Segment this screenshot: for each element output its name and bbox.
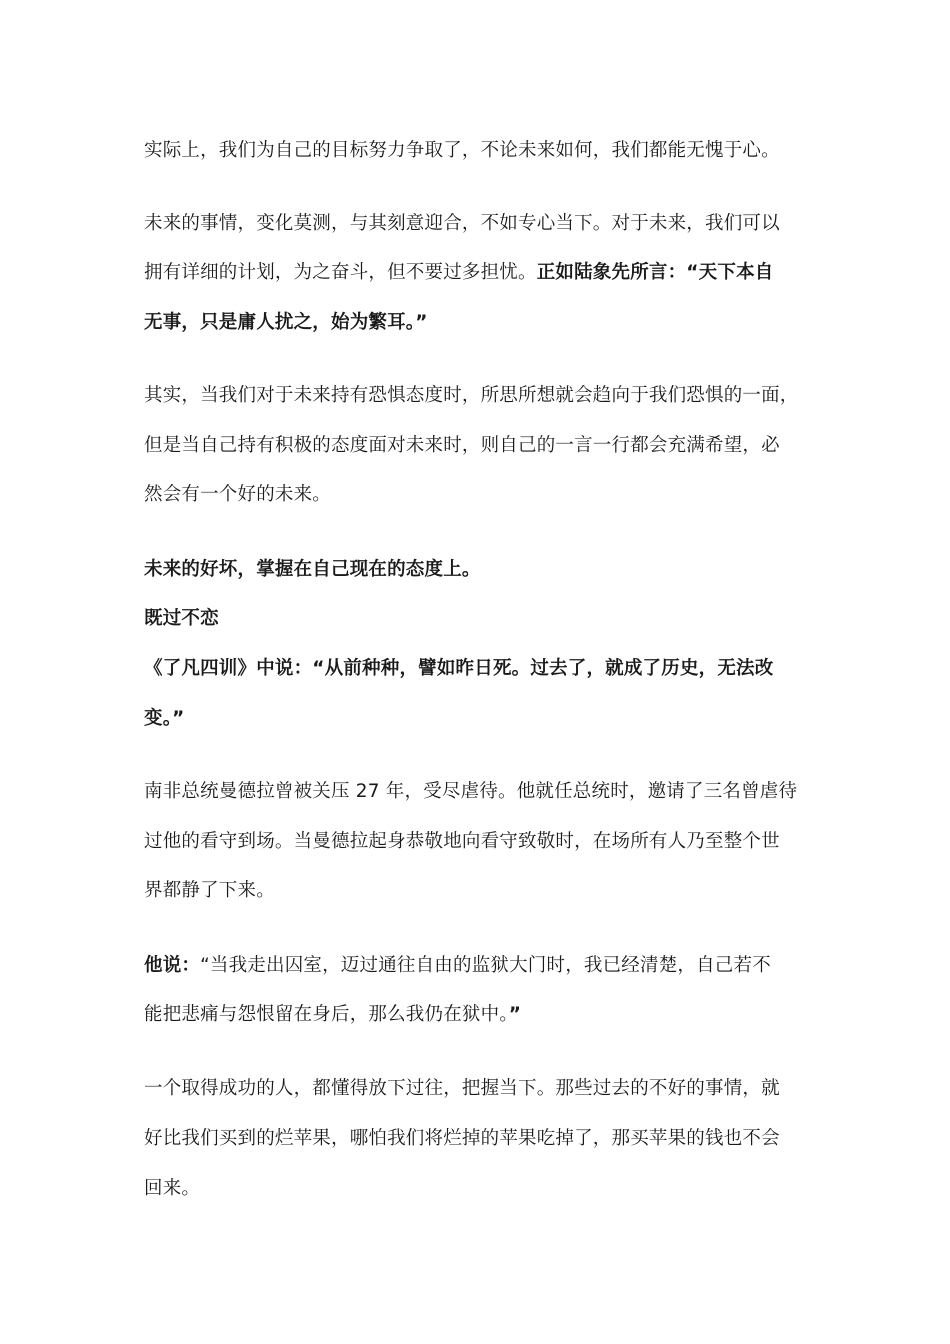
- text-line: 南非总统曼德拉曾被关压 27 年，受尽虐待。他就任总统时，邀请了三名曾虐待: [144, 781, 798, 802]
- text-line: 他说：“当我走出囚室，迈过通往自由的监狱大门时，我已经清楚，自己若不: [144, 955, 771, 976]
- text-line: 好比我们买到的烂苹果，哪怕我们将烂掉的苹果吃掉了，那买苹果的钱也不会: [144, 1128, 780, 1149]
- text-line: 未来的事情，变化莫测，与其刻意迎合，不如专心当下。对于未来，我们可以: [144, 213, 780, 234]
- text-line: 界都静了下来。: [144, 880, 275, 901]
- text-line: 拥有详细的计划，为之奋斗，但不要过多担忧。正如陆象先所言：“天下本自: [144, 262, 774, 283]
- text-line: 但是当自己持有积极的态度面对未来时，则自己的一言一行都会充满希望，必: [144, 435, 780, 456]
- text-line: 未来的好坏，掌握在自己现在的态度上。: [144, 559, 481, 580]
- text-line: 实际上，我们为自己的目标努力争取了，不论未来如何，我们都能无愧于心。: [144, 140, 780, 161]
- text-line: 《了凡四训》中说：“从前种种，譬如昨日死。过去了，就成了历史，无法改: [144, 658, 774, 679]
- text-line: 回来。: [144, 1178, 201, 1199]
- text-line: 能把悲痛与怨恨留在身后，那么我仍在狱中。”: [144, 1004, 522, 1025]
- section-heading: 既过不恋: [144, 608, 219, 629]
- text-line: 然会有一个好的未来。: [144, 484, 332, 505]
- text-line: 一个取得成功的人，都懂得放下过往，把握当下。那些过去的不好的事情，就: [144, 1078, 780, 1099]
- text-line: 无事，只是庸人扰之，始为繁耳。”: [144, 312, 428, 333]
- text-line: 变。”: [144, 708, 185, 729]
- text-line: 其实，当我们对于未来持有恐惧态度时，所思所想就会趋向于我们恐惧的一面，: [144, 385, 799, 406]
- text-line: 过他的看守到场。当曼德拉起身恭敬地向看守致敬时，在场所有人乃至整个世: [144, 831, 780, 852]
